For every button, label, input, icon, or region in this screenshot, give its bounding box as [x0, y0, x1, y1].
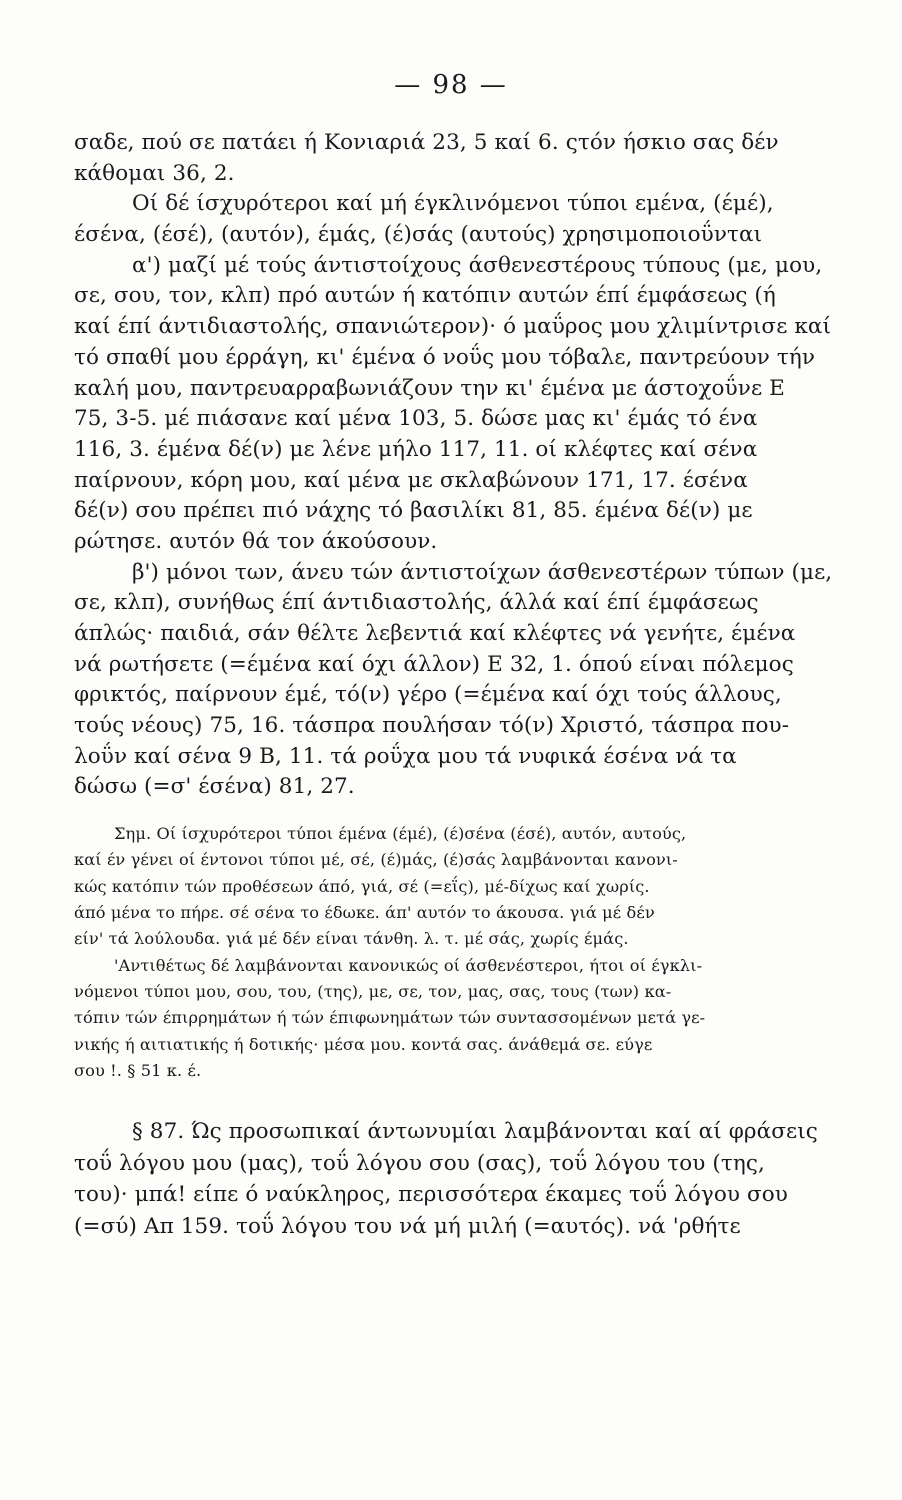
note-line: 'Αντιθέτως δέ λαμβάνονται κανονικώς οί άσθενέστεροι, ήτοι οί έγκλι- [114, 955, 703, 975]
text-line: κάθομαι 36, 2. [74, 160, 235, 186]
text-line: 116, 3. έμένα δέ(ν) με λένε μήλο 117, 11. οί κλέφτες καί σένα [74, 436, 758, 462]
text-line: τούς νέους) 75, 16. τάσπρα πουλήσαν τό(ν) Χριστό, τάσπρα που- [74, 713, 790, 739]
text-line: ρώτησε. αυτόν θά τον άκούσουν. [74, 528, 438, 554]
note-line: νικής ή αιτιατικής ή δοτικής· μέσα μου. κοντά σας. άνάθεμά σε. εύγε [74, 1034, 653, 1054]
section-line: του)· μπά! είπε ό ναύκληρος, περισσότερα έκαμες τοΰ λόγου σου [74, 1182, 788, 1208]
text-line: 75, 3-5. μέ πιάσανε καί μένα 103, 5. δώσε μας κι' έμάς τό ένα [74, 406, 758, 432]
section-87 [74, 1116, 846, 1242]
section-line: § 87. Ώς προσωπικαί άντωνυμίαι λαμβάνονται καί αί φράσεις [132, 1119, 818, 1145]
note-line: σου !. § 51 κ. έ. [74, 1060, 202, 1080]
section-line: τοΰ λόγου μου (μας), τοΰ λόγου σου (σας), τοΰ λόγου του (της, [74, 1150, 765, 1176]
text-line: σαδε, πού σε πατάει ή Κονιαριά 23, 5 καί 6. ςτόν ήσκιο σας δέν [74, 130, 779, 155]
note-line: νόμενοι τύποι μου, σου, του, (της), με, σε, τον, μας, σας, τους (των) κα- [74, 981, 672, 1001]
text-line: τό σπαθί μου έρράγη, κι' έμένα ό νοΰς μου τόβαλε, παντρεύουν τήν [74, 344, 816, 370]
note-line: Σημ. Οί ίσχυρότεροι τύποι έμένα (έμέ), (έ)σένα (έσέ), αυτόν, αυτούς, [114, 824, 687, 844]
text-line: παίρνουν, κόρη μου, καί μένα με σκλαβώνουν 171, 17. έσένα [74, 467, 748, 493]
main-text [74, 128, 846, 803]
note-line: τόπιν τών έπιρρημάτων ή τών έπιφωνημάτων τών συντασσομένων μετά γε- [74, 1008, 706, 1028]
note-line: είν' τά λούλουδα. γιά μέ δέν είναι τάνθη. λ. τ. μέ σάς, χωρίς έμάς. [74, 929, 629, 949]
note-line: κώς κατόπιν τών προθέσεων άπό, γιά, σέ (=εΐς), μέ-δίχως καί χωρίς. [74, 876, 650, 896]
text-line: φρικτός, παίρνουν έμέ, τό(ν) γέρο (=έμένα καί όχι τούς άλλους, [74, 682, 782, 708]
section-line: (=σύ) Απ 159. τοΰ λόγου του νά μή μιλή (=αυτός). νά 'ρθήτε [74, 1213, 741, 1239]
text-line: καλή μου, παντρευαρραβωνιάζουν την κι' έμένα με άστοχοΰνε Ε [74, 375, 785, 401]
text-line: καί έπί άντιδιαστολής, σπανιώτερον)· ό μαΰρος μου χλιμίντρισε καί [74, 314, 832, 340]
text-line: α') μαζί μέ τούς άντιστοίχους άσθενεστέρους τύπους (με, μου, [132, 252, 823, 278]
page-body [74, 128, 846, 1242]
note-line: καί έν γένει οί έντονοι τύποι μέ, σέ, (έ)μάς, (έ)σάς λαμβάνονται κανονι- [74, 850, 678, 870]
footnote-block [74, 821, 846, 1084]
text-line: νά ρωτήσετε (=έμένα καί όχι άλλον) Ε 32, 1. όπού είναι πόλεμος [74, 651, 794, 677]
note-line: άπό μένα το πήρε. σέ σένα το έδωκε. άπ' αυτόν το άκουσα. γιά μέ δέν [74, 903, 655, 923]
text-line: άπλώς· παιδιά, σάν θέλτε λεβεντιά καί κλέφτες νά γενήτε, έμένα [74, 621, 796, 646]
text-line: δώσω (=σ' έσένα) 81, 27. [74, 774, 355, 800]
text-line: Οί δέ ίσχυρότεροι καί μή έγκλινόμενοι τύποι εμένα, (έμέ), [132, 191, 774, 217]
text-line: δέ(ν) σου πρέπει πιό νάχης τό βασιλίκι 81, 85. έμένα δέ(ν) με [74, 498, 753, 524]
text-line: σε, κλπ), συνήθως έπί άντιδιαστολής, άλλά καί έπί έμφάσεως [74, 590, 759, 616]
text-line: β') μόνοι των, άνευ τών άντιστοίχων άσθενεστέρων τύπων (με, [132, 559, 833, 585]
text-line: λοΰν καί σένα 9 Β, 11. τά ροΰχα μου τά νυφικά έσένα νά τα [74, 743, 737, 769]
page-number: — 98 — [394, 70, 508, 100]
text-line: έσένα, (έσέ), (αυτόν), έμάς, (έ)σάς (αυτούς) χρησιμοποιοΰνται [74, 222, 763, 248]
text-line: σε, σου, τον, κλπ) πρό αυτών ή κατόπιν αυτών έπί έμφάσεως (ή [74, 283, 776, 309]
